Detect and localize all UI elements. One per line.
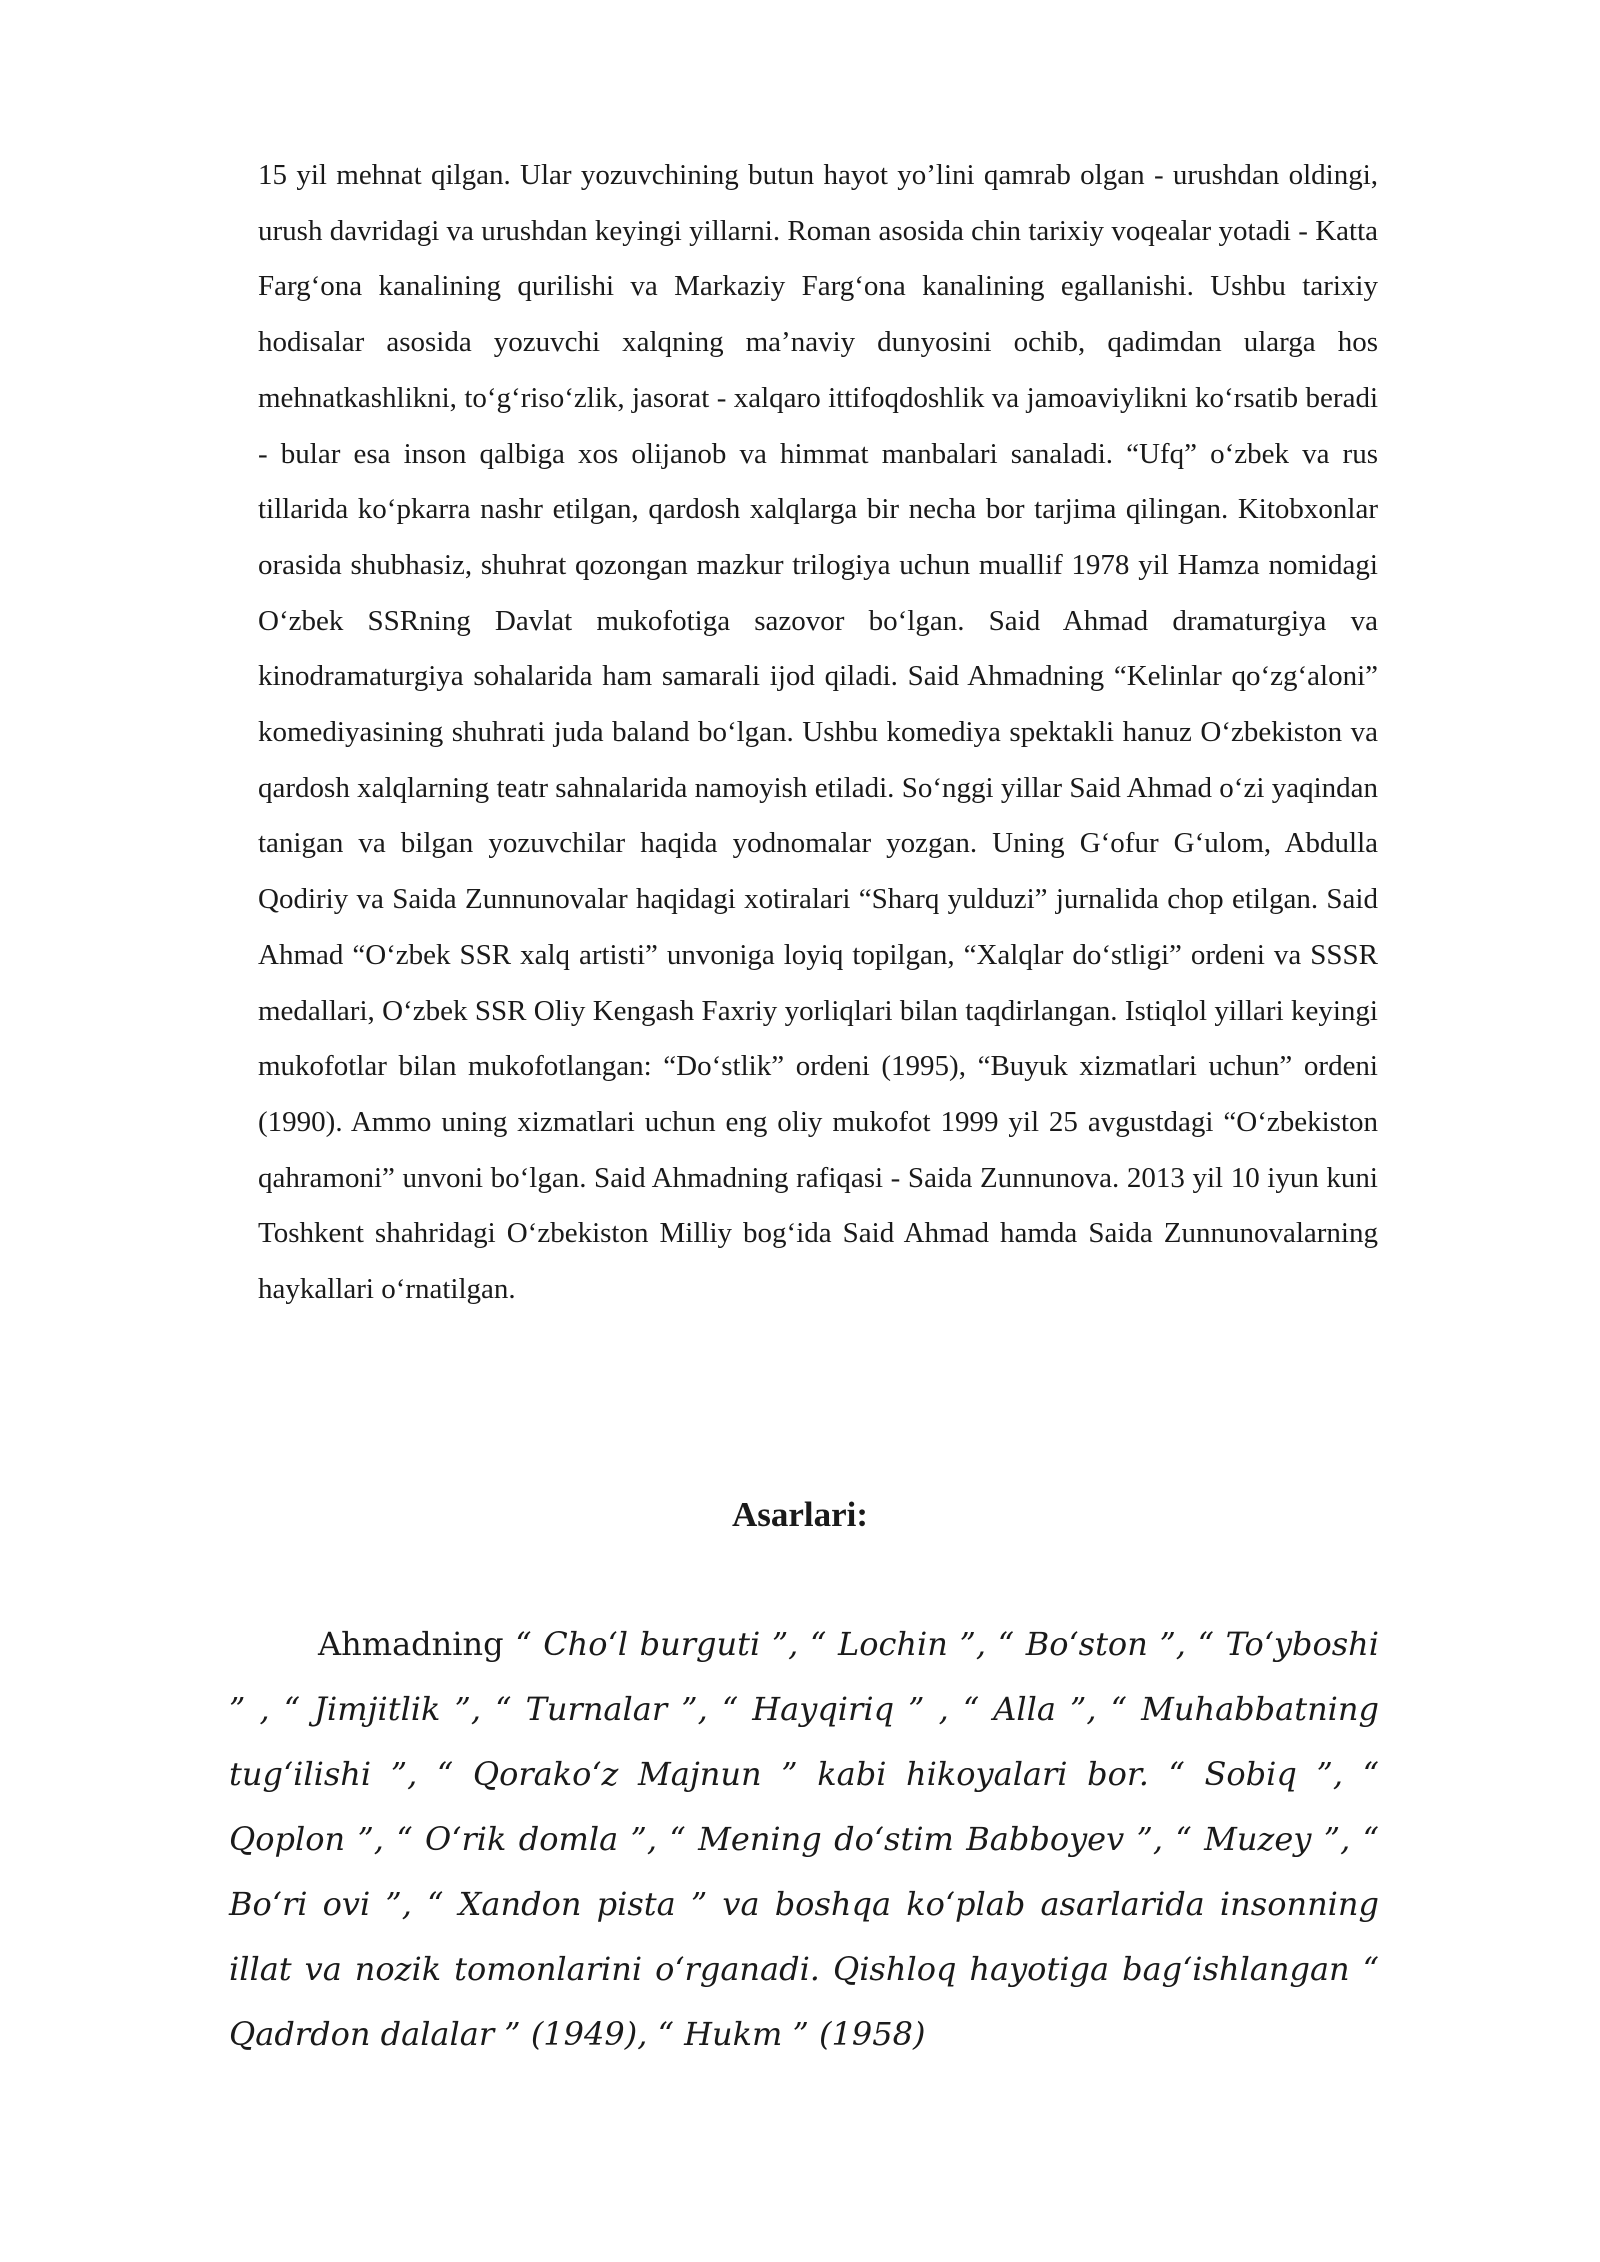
body-paragraph-biography: 15 yil mehnat qilgan. Ular yozuvchining butun hayot yo’lini qamrab olgan - urushdan oldingi, urush davridagi va urushdan keyingi yillarni. Roman asosida chin tarixiy voqealar yotadi - Katta Farg‘ona kanalining qurilishi va Markaziy Farg‘ona kanalining egallanishi. Ushbu tarixiy hodisalar asosida yozuvchi xalqning ma’naviy dunyosini ochib, qadimdan ularga hos mehnatkashlikni, to‘g‘riso‘zlik, jasorat - xalqaro ittifoqdoshlik va jamoaviylikni ko‘rsatib beradi - bular esa inson qalbiga xos olijanob va himmat manbalari sanaladi. “Ufq” o‘zbek va rus tillarida ko‘pkarra nashr etilgan, qardosh xalqlarga bir necha bor tarjima qilingan. Kitobxonlar orasida shubhasiz, shuhrat qozongan mazkur trilogiya uchun muallif 1978 yil Hamza nomidagi O‘zbek SSRning Davlat mukofotiga sazovor bo‘lgan. Said Ahmad dramaturgiya va kinodramaturgiya sohalarida ham samarali ijod qiladi. Said Ahmadning “Kelinlar qo‘zg‘aloni” komediyasining shuhrati juda baland bo‘lgan. Ushbu komediya spektakli hanuz O‘zbekiston va qardosh xalqlarning teatr sahnalarida namoyish etiladi. So‘nggi yillar Said Ahmad o‘zi yaqindan tanigan va bilgan yozuvchilar haqida yodnomalar yozgan. Uning G‘ofur G‘ulom, Abdulla Qodiriy va Saida Zunnunovalar haqidagi xotiralari “Sharq yulduzi” jurnalida chop etilgan. Said Ahmad “O‘zbek SSR xalq artisti” unvoniga loyiq topilgan, “Xalqlar do‘stligi” ordeni va SSSR medallari, O‘zbek SSR Oliy Kengash Faxriy yorliqlari bilan taqdirlangan. Istiqlol yillari keyingi mukofotlar bilan mukofotlangan: “Do‘stlik” ordeni (1995), “Buyuk xizmatlari uchun” ordeni (1990). Ammo uning xizmatlari uchun eng oliy mukofot 1999 yil 25 avgustdagi “O‘zbekiston qahramoni” unvoni bo‘lgan. Said Ahmadning rafiqasi - Saida Zunnunova. 2013 yil 10 iyun kuni Toshkent shahridagi O‘zbekiston Milliy bog‘ida Said Ahmad hamda Saida Zunnunovalarning haykallari o‘rnatilgan.	[258, 159, 1378, 1306]
works-paragraph-lead: Ahmadning	[318, 1625, 504, 1663]
works-paragraph-text: “ Cho‘l burguti ”, “ Lochin ”, “ Bo‘ston ”, “ To‘yboshi ” , “ Jimjitlik ”, “ Turnalar ”, “ Hayqiriq ” , “ Alla ”, “ Muhabbatning tug‘ilishi ”, “ Qorako‘z Majnun ” kabi hikoyalari bor. “ Sobiq ”, “ Qoplon ”, “ O‘rik domla ”, “ Mening do‘stim Babboyev ”, “ Muzey ”, “ Bo‘ri ovi ”, “ Xandon pista ” va boshqa ko‘plab asarlarida insonning illat va nozik tomonlarini o‘rganadi. Qishloq hayotiga bag‘ishlangan “ Qadrdon dalalar ” (1949), “ Hukm ” (1958)	[229, 1625, 1379, 2053]
body-paragraph-works	[229, 1612, 1379, 2067]
section-heading-works: Asarlari:	[731, 1495, 869, 1534]
